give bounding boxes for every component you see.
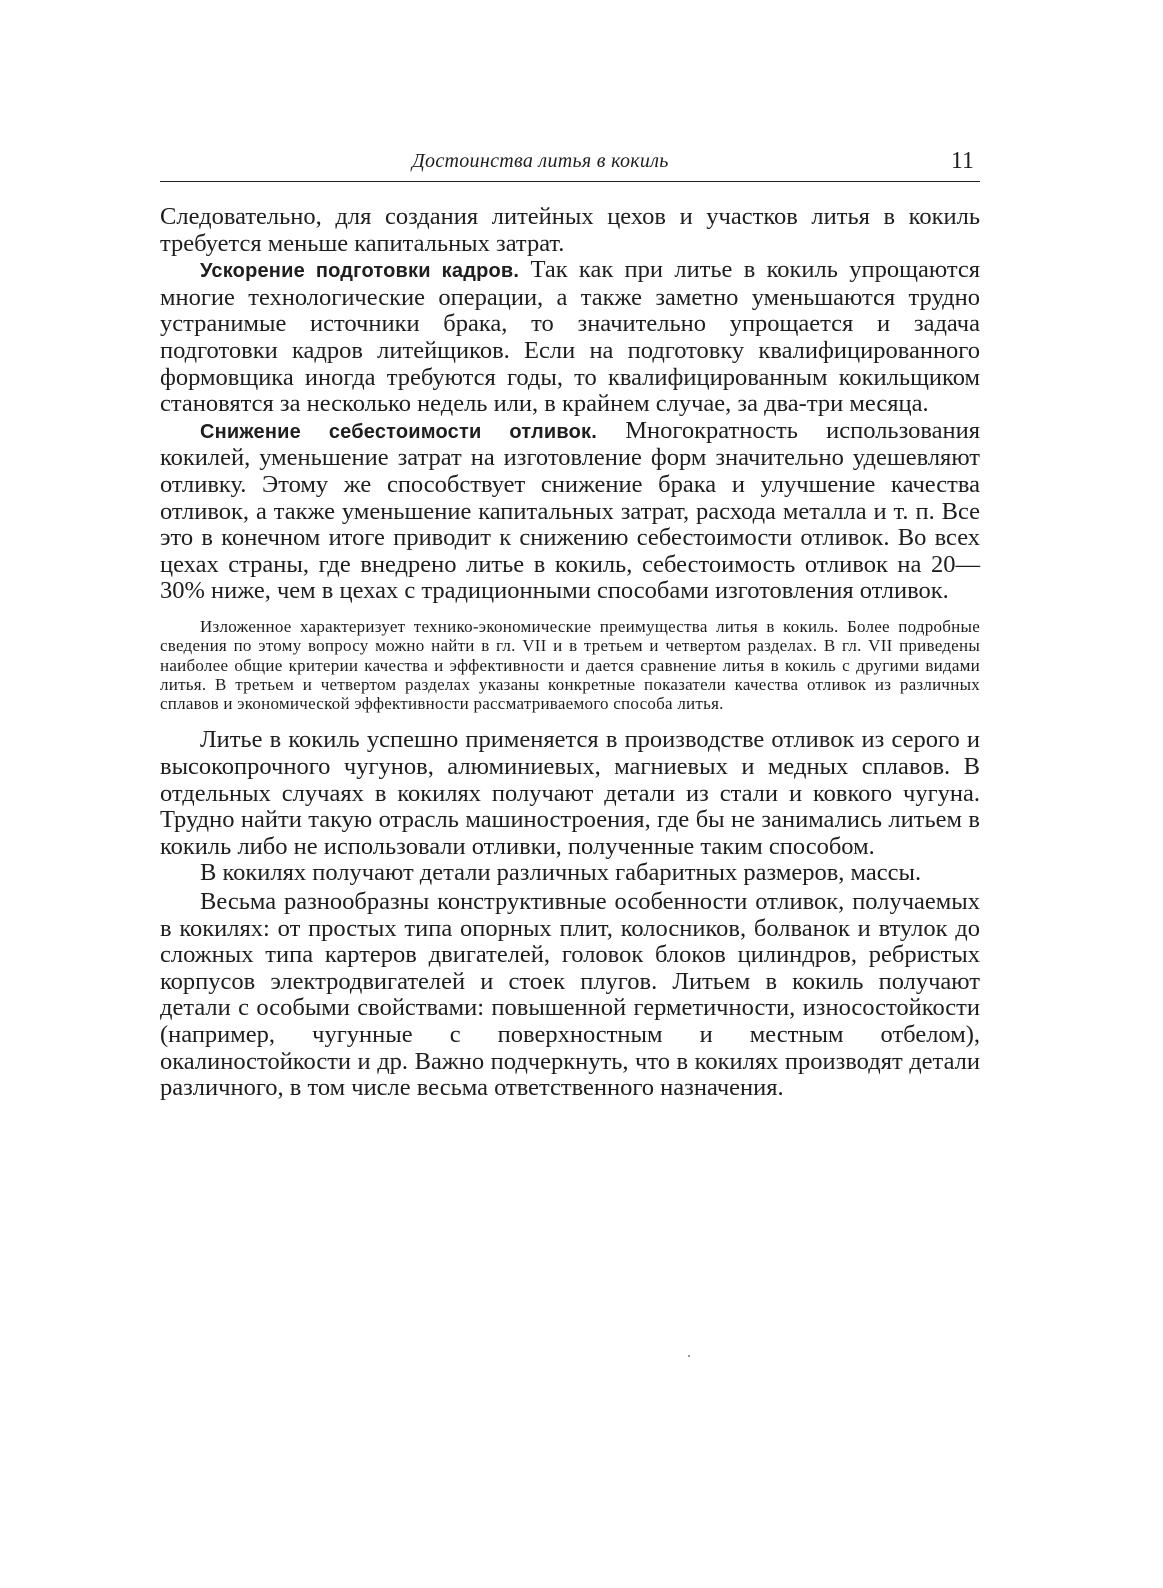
paragraph-3: [160, 418, 980, 605]
running-title: Достоинства литья в кокиль: [412, 150, 669, 172]
paragraph-3-text: Многократность использования кокилей, уменьшение затрат на изготовление форм значительно удешевляют отливку. Этому же способствует снижение брака и улучшение качества отливок, а также уменьшение капитальных затрат, расхода металла и т. п. Все это в конечном итоге приводит к снижению себестоимости отливок. Во всех цехах страны, где внедрено литье в кокиль, себестоимость отливок на 20—30% ниже, чем в цехах с традиционными способами изготовления отливок.: [160, 416, 980, 605]
paragraph-5: В кокилях получают детали различных габаритных размеров, массы.: [200, 859, 922, 887]
paragraph-2-heading: Ускорение подготовки кадров.: [200, 260, 520, 283]
paragraph-3-heading: Снижение себестоимости отливок.: [200, 420, 598, 443]
page-number: 11: [950, 148, 974, 174]
paragraph-2-text: Так как при литье в кокиль упрощаются многие технологические операции, а также заметно уменьшаются трудно устранимые источники брака, то значительно упрощается и задача подготовки кадров литейщиков. Если на подготовку квалифицированного формовщика иногда требуются годы, то квалифицированным кокильщиком становятся за несколько недель или, в крайнем случае, за два-три месяца.: [160, 256, 980, 418]
header-rule: [160, 181, 980, 182]
paragraph-2: [160, 257, 980, 418]
paragraph-1: Следовательно, для создания литейных цехов и участков литья в кокиль требуется меньше капитальных затрат.: [160, 203, 980, 257]
paragraph-4: Литье в кокиль успешно применяется в производстве отливок из серого и высокопрочного чугунов, алюминиевых, магниевых и медных сплавов. В отдельных случаях в кокилях получают детали из стали и ковкого чугуна. Трудно найти такую отрасль машиностроения, где бы не занимались литьем в кокиль либо не использовали отливки, полученные таким способом.: [160, 726, 980, 860]
body-text: [160, 204, 980, 1102]
page-header: [160, 150, 980, 184]
small-print-note: Изложенное характеризует технико-экономические преимущества литья в кокиль. Более подробные сведения по этому вопросу можно найти в гл. VII и в третьем и четвертом разделах. В гл. VII приведены наиболее общие критерии качества и эффективности и дается сравнение литья в кокиль с другими видами литья. В третьем и четвертом разделах указаны конкретные показатели качества отливок из различных сплавов и экономической эффективности рассматриваемого способа литья.: [160, 616, 980, 714]
paragraph-6: Весьма разнообразны конструктивные особенности отливок, получаемых в кокилях: от простых типа опорных плит, колосников, болванок и втулок до сложных типа картеров двигателей, головок блоков цилиндров, ребристых корпусов электродвигателей и стоек плугов. Литьем в кокиль получают детали с особыми свойствами: повышенной герметичности, износостойкости (например, чугунные с поверхностным и местным отбелом), окалиностойкости и др. Важно подчеркнуть, что в кокилях производят детали различного, в том числе весьма ответственного назначения.: [160, 887, 980, 1102]
print-speck: [688, 1355, 690, 1357]
